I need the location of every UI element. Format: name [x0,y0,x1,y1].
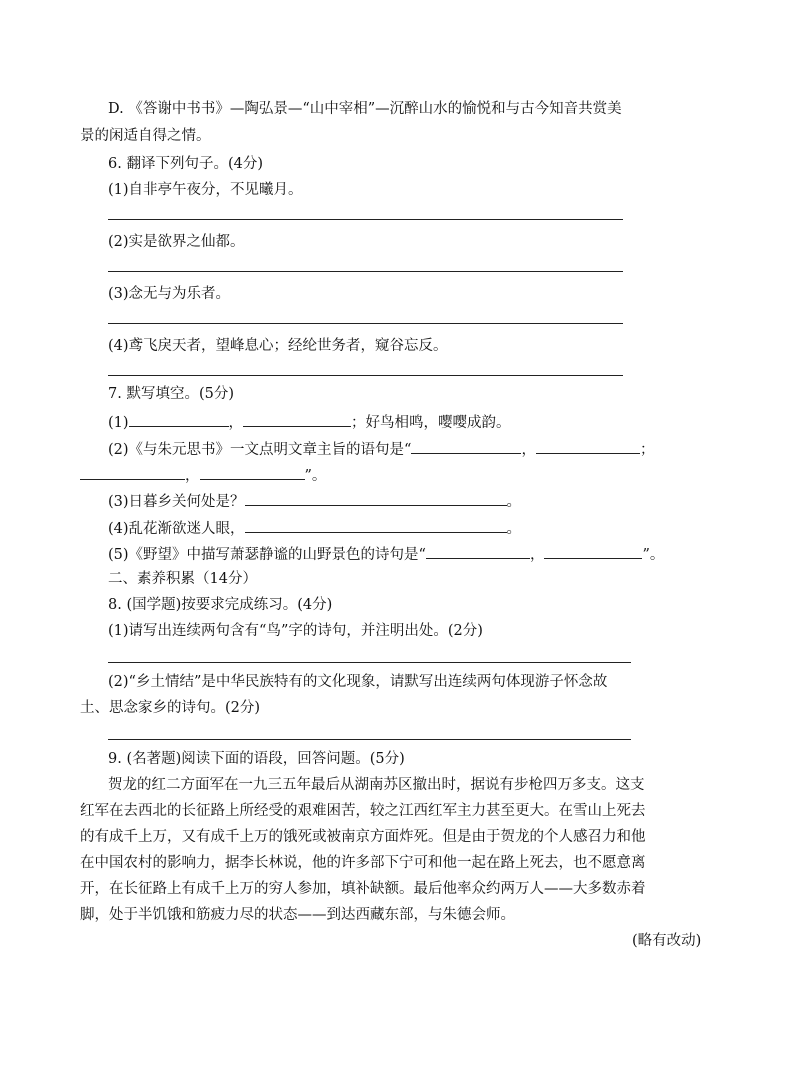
q9-passage-line: 贺龙的红二方面军在一九三五年最后从湖南苏区撤出时，据说有步枪四万多支。这支 [108,777,645,793]
fill-blank[interactable] [245,517,507,533]
q7-item-5 [108,543,664,565]
section-heading: 二、素养积累（14分） [108,571,257,587]
q6-item-1: (1)自非亭午夜分，不见曦月。 [108,182,303,198]
q7-item-2 [108,438,654,460]
q9-passage-line: 在中国农村的影响力，据李长林说，他的许多部下宁可和他一起在路上死去，也不愿意离 [80,855,646,871]
fill-blank[interactable] [426,543,530,559]
fill-blank[interactable] [129,411,229,427]
fill-blank[interactable] [411,438,521,454]
option-d-line-2: 景的闲适自得之情。 [80,128,211,144]
answer-line[interactable] [108,662,631,663]
q9-passage-line: 开，在长征路上有成千上万的穷人参加，填补缺额。最后他率众约两万人——大多数赤着 [80,881,646,897]
q9-passage-line: 的有成千上万，又有成千上万的饿死或被南京方面炸死。但是由于贺龙的个人感召力和他 [80,829,646,845]
fill-blank[interactable] [243,411,351,427]
q7-item-1-num: (1) [108,415,129,431]
q6-item-3: (3)念无与为乐者。 [108,286,231,302]
q7-title: 7. 默写填空。(5分) [108,386,234,402]
q7-item-3-tail: 。 [506,494,522,510]
q8-title: 8. (国学题)按要求完成练习。(4分) [108,597,333,613]
q7-item-5-tail: ”。 [642,547,665,563]
q7-item-4-tail: 。 [506,521,522,537]
q6-title: 6. 翻译下列句子。(4分) [108,156,263,172]
q9-title: 9. (名著题)阅读下面的语段，回答问题。(5分) [108,751,405,767]
option-d-line-1: D. 《答谢中书书》—陶弘景—“山中宰相”—沉醉山水的愉悦和与古今知音共赏美 [108,101,622,117]
q8-item-2-line-1: (2)“乡土情结”是中华民族特有的文化现象，请默写出连续两句体现游子怀念故 [108,674,608,690]
answer-line[interactable] [108,739,631,740]
q7-item-4 [108,517,521,539]
q7-item-4-head: (4)乱花渐欲迷人眼， [108,521,245,537]
q9-source-note: (略有改动) [632,933,702,949]
q7-item-2-sep-1: ， [521,442,536,458]
q7-item-2-tail: ”。 [304,468,327,484]
q7-item-5-sep: ， [529,547,545,563]
q8-item-2-line-2: 土、思念家乡的诗句。(2分) [80,700,261,716]
q7-item-1 [108,411,511,433]
answer-line[interactable] [108,375,623,376]
answer-line[interactable] [108,271,623,272]
q7-item-3 [108,490,521,512]
q9-passage-line: 红军在去西北的长征路上所经受的艰难困苦，较之江西红军主力甚至更大。在雪山上死去 [80,803,646,819]
answer-line[interactable] [108,219,623,220]
fill-blank[interactable] [200,464,305,480]
q8-item-1: (1)请写出连续两句含有“鸟”字的诗句，并注明出处。(2分) [108,623,483,639]
q7-item-3-head: (3)日暮乡关何处是？ [108,494,245,510]
q6-item-4: (4)鸢飞戾天者，望峰息心；经纶世务者，窥谷忘反。 [108,338,448,354]
fill-blank[interactable] [544,543,642,559]
q6-item-2: (2)实是欲界之仙都。 [108,234,245,250]
q7-item-2-sep-2: ； [639,442,655,458]
q7-item-2-sep-3: ， [185,468,200,484]
answer-line[interactable] [108,323,623,324]
fill-blank[interactable] [80,464,185,480]
q7-item-2-cont [80,464,326,486]
q7-item-1-tail: ；好鸟相鸣，嘤嘤成韵。 [351,415,511,431]
q7-item-1-sep: ， [228,415,244,431]
q7-item-2-head: (2)《与朱元思书》一文点明文章主旨的语句是“ [108,442,412,458]
q9-passage-line: 脚，处于半饥饿和筋疲力尽的状态——到达西藏东部，与朱德会师。 [80,907,515,923]
fill-blank[interactable] [245,490,507,506]
q7-item-5-head: (5)《野望》中描写萧瑟静谧的山野景色的诗句是“ [108,547,426,563]
fill-blank[interactable] [536,438,640,454]
